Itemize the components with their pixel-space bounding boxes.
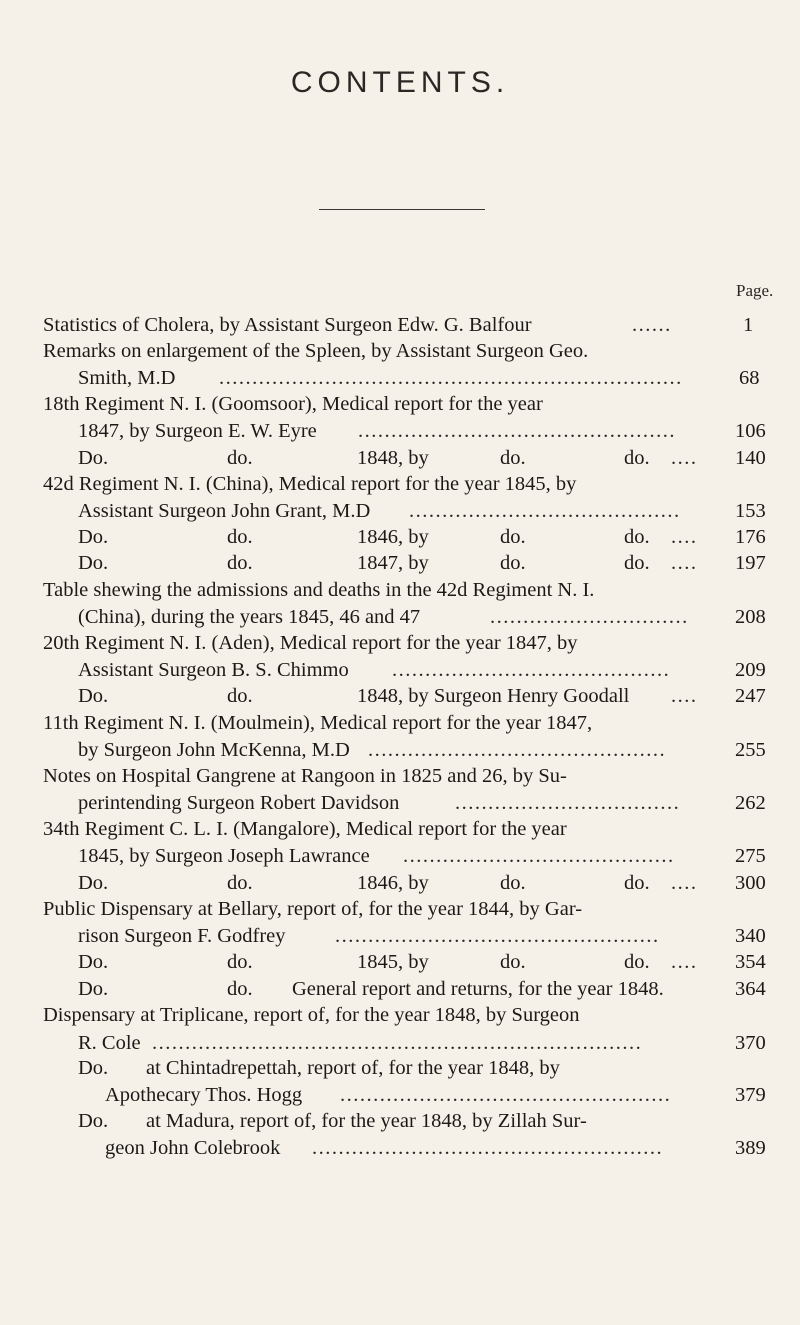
entry-title: (China), during the years 1845, 46 and 47 — [78, 606, 421, 628]
ditto-do: do. — [500, 951, 526, 973]
page-column-label: Page. — [736, 281, 774, 300]
ditto-do: do. — [227, 447, 253, 469]
ditto-do: Do. — [78, 685, 109, 707]
ditto-do: do. — [227, 872, 253, 894]
entry-title: Public Dispensary at Bellary, report of, for the year 1844, by Gar- — [43, 898, 583, 920]
page-title: CONTENTS. — [290, 66, 510, 99]
entry-title: Apothecary Thos. Hogg — [105, 1084, 303, 1106]
ditto-year: 1846, by — [357, 526, 429, 548]
ditto-do: Do. — [78, 1057, 109, 1079]
dot-leader: .............................. — [490, 606, 689, 628]
ditto-year: 1848, by — [357, 447, 429, 469]
ditto-year: 1846, by — [357, 872, 429, 894]
dot-leader: .................................. — [455, 792, 681, 814]
dot-leader: .... — [671, 872, 698, 894]
entry-title: 1847, by Surgeon E. W. Eyre — [78, 420, 317, 442]
dot-leader: .......................................................................... — [152, 1032, 643, 1054]
ditto-do: do. — [227, 552, 253, 574]
entry-title: at Madura, report of, for the year 1848, by Zillah Sur- — [146, 1110, 587, 1132]
dot-leader: .... — [671, 552, 698, 574]
ditto-do: do. — [624, 447, 650, 469]
ditto-do: do. — [500, 552, 526, 574]
ditto-do: do. — [227, 526, 253, 548]
entry-page-number: 140 — [735, 447, 766, 469]
entry-title: 1845, by Surgeon Joseph Lawrance — [78, 845, 370, 867]
entry-title: Assistant Surgeon B. S. Chimmo — [78, 659, 349, 681]
ditto-do: do. — [624, 951, 650, 973]
entry-page-number: 1 — [743, 314, 754, 336]
entry-title: Remarks on enlargement of the Spleen, by Assistant Surgeon Geo. — [43, 340, 589, 362]
entry-page-number: 340 — [735, 925, 766, 947]
entry-page-number: 364 — [735, 978, 766, 1000]
entry-page-number: 176 — [735, 526, 766, 548]
entry-title: Notes on Hospital Gangrene at Rangoon in 1825 and 26, by Su- — [43, 765, 567, 787]
entry-page-number: 247 — [735, 685, 766, 707]
ditto-do: Do. — [78, 526, 109, 548]
entry-page-number: 68 — [739, 367, 760, 389]
ditto-general-report: General report and returns, for the year 1848. — [292, 978, 664, 1000]
entry-title: Table shewing the admissions and deaths in the 42d Regiment N. I. — [43, 579, 595, 601]
entry-title: Statistics of Cholera, by Assistant Surgeon Edw. G. Balfour — [43, 314, 532, 336]
ditto-do: do. — [500, 447, 526, 469]
dot-leader: .......................................... — [392, 659, 671, 681]
ditto-do: Do. — [78, 872, 109, 894]
entry-title: geon John Colebrook — [105, 1137, 281, 1159]
entry-page-number: 153 — [735, 500, 766, 522]
entry-title: Smith, M.D — [78, 367, 176, 389]
ditto-do: do. — [227, 978, 253, 1000]
entry-title: Assistant Surgeon John Grant, M.D — [78, 500, 371, 522]
entry-page-number: 209 — [735, 659, 766, 681]
entry-title: Dispensary at Triplicane, report of, for the year 1848, by Surgeon — [43, 1004, 580, 1026]
entry-title: 11th Regiment N. I. (Moulmein), Medical report for the year 1847, — [43, 712, 593, 734]
entry-title: 18th Regiment N. I. (Goomsoor), Medical report for the year — [43, 393, 543, 415]
ditto-do: Do. — [78, 1110, 109, 1132]
ditto-do: Do. — [78, 447, 109, 469]
ditto-do: Do. — [78, 951, 109, 973]
ditto-do: do. — [624, 526, 650, 548]
entry-page-number: 262 — [735, 792, 766, 814]
entry-page-number: 255 — [735, 739, 766, 761]
dot-leader: ......................................... — [409, 500, 681, 522]
dot-leader: ..................................................... — [312, 1137, 664, 1159]
entry-title: by Surgeon John McKenna, M.D — [78, 739, 350, 761]
ditto-do: do. — [227, 951, 253, 973]
dot-leader: ................................................. — [335, 925, 660, 947]
entry-title: 34th Regiment C. L. I. (Mangalore), Medical report for the year — [43, 818, 567, 840]
entry-page-number: 106 — [735, 420, 766, 442]
dot-leader: ...................................................................... — [219, 367, 683, 389]
ditto-do: do. — [624, 552, 650, 574]
title-divider — [319, 209, 485, 210]
entry-page-number: 197 — [735, 552, 766, 574]
dot-leader: .... — [671, 951, 698, 973]
entry-title: at Chintadrepettah, report of, for the year 1848, by — [146, 1057, 560, 1079]
dot-leader: .................................................. — [340, 1084, 672, 1106]
entry-title: R. Cole — [78, 1032, 141, 1054]
entry-title: 20th Regiment N. I. (Aden), Medical report for the year 1847, by — [43, 632, 578, 654]
ditto-do: Do. — [78, 978, 109, 1000]
dot-leader: .... — [671, 685, 698, 707]
ditto-do: Do. — [78, 552, 109, 574]
entry-title: 42d Regiment N. I. (China), Medical report for the year 1845, by — [43, 473, 577, 495]
dot-leader: .... — [671, 526, 698, 548]
ditto-year: 1847, by — [357, 552, 429, 574]
ditto-year-surgeon: 1848, by Surgeon Henry Goodall — [357, 685, 630, 707]
entry-title: perintending Surgeon Robert Davidson — [78, 792, 400, 814]
entry-page-number: 275 — [735, 845, 766, 867]
entry-page-number: 370 — [735, 1032, 766, 1054]
ditto-do: do. — [500, 872, 526, 894]
ditto-year: 1845, by — [357, 951, 429, 973]
entry-page-number: 354 — [735, 951, 766, 973]
entry-page-number: 208 — [735, 606, 766, 628]
entry-page-number: 389 — [735, 1137, 766, 1159]
dot-leader: ...... — [632, 314, 672, 336]
ditto-do: do. — [227, 685, 253, 707]
dot-leader: ......................................... — [403, 845, 675, 867]
dot-leader: ................................................ — [358, 420, 676, 442]
ditto-do: do. — [500, 526, 526, 548]
dot-leader: ............................................. — [368, 739, 667, 761]
ditto-do: do. — [624, 872, 650, 894]
entry-page-number: 300 — [735, 872, 766, 894]
entry-title: rison Surgeon F. Godfrey — [78, 925, 286, 947]
dot-leader: .... — [671, 447, 698, 469]
entry-page-number: 379 — [735, 1084, 766, 1106]
